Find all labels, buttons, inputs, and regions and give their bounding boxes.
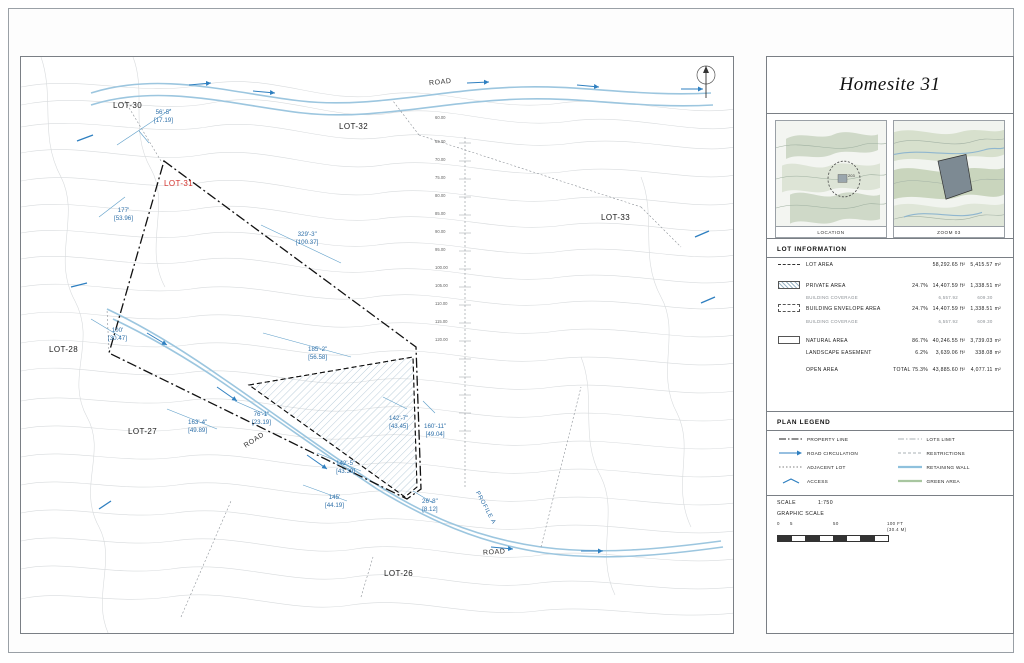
- envelope-building-coverage-label: BUILDING COVERAGE: [806, 318, 858, 324]
- legend-row: [777, 461, 1003, 474]
- road-circulation-label: ROAD CIRCULATION: [807, 451, 859, 456]
- landscape-easement-label: LANDSCAPE EASEMENT: [806, 350, 872, 357]
- lot-information-table: [767, 258, 1013, 383]
- key-maps: [767, 114, 1013, 239]
- open-area-m2: 4,077.11: [970, 366, 993, 373]
- lot-information-heading: LOT INFORMATION: [777, 246, 847, 253]
- green-area-label: GREEN AREA: [926, 479, 960, 484]
- table-row: [777, 365, 1003, 375]
- natural-area-m2-unit: m²: [994, 338, 1002, 345]
- road-label-south: ROAD: [482, 548, 506, 557]
- scale-value: 1:750: [818, 500, 833, 506]
- natural-area-m2: 3,739.03: [970, 338, 993, 345]
- natural-area-label: NATURAL AREA: [806, 338, 848, 345]
- envelope-area-symbol: [777, 302, 805, 316]
- lot-area-m2: 5,415.57: [970, 262, 993, 269]
- restrictions-symbol: [896, 446, 924, 461]
- dashdot-line-icon: [779, 436, 803, 442]
- zoom-map-graphic: [894, 121, 1004, 237]
- site-plan-panel[interactable]: [20, 56, 734, 634]
- legend-row: [777, 433, 1003, 446]
- lot-area-sf: 58,292.65: [932, 262, 958, 269]
- graphic-scale-bar: [777, 535, 889, 542]
- private-building-coverage-sf: 6,557.92: [938, 294, 958, 300]
- title-block: [766, 56, 1014, 634]
- lot-area-sf-unit: ft²: [960, 262, 966, 269]
- profile-a-label: PROFILE A: [474, 490, 497, 526]
- table-row: [777, 260, 1003, 270]
- dimension-6: 163'-4" [49.89]: [188, 419, 208, 434]
- location-map-marker: 203: [848, 173, 855, 178]
- graphic-scale-tick-2: 50: [833, 521, 839, 526]
- lot-label-32: LOT-32: [339, 122, 369, 131]
- open-area-sf: 43,885.60: [932, 366, 958, 373]
- location-map-caption: LOCATION: [776, 226, 886, 238]
- site-plan-drawing: [21, 57, 734, 634]
- dimension-5: 185'-2" [56.58]: [308, 346, 328, 361]
- lots-limit-label: LOTS LIMIT: [926, 437, 955, 442]
- table-row-sub: [777, 293, 1003, 302]
- station-label-1: 65.00: [435, 139, 446, 144]
- private-area-sf: 14,407.59: [932, 282, 958, 289]
- legend-row: [777, 474, 1003, 489]
- dimension-8: 142'-7" [43.45]: [389, 415, 409, 430]
- station-label-6: 90.00: [435, 229, 446, 234]
- envelope-area-m2: 1,338.51: [970, 306, 993, 313]
- lots-limit-symbol: [896, 433, 924, 446]
- road-label-north: ROAD: [428, 77, 452, 88]
- station-label-9: 105.00: [435, 283, 448, 288]
- landscape-easement-sf: 3,639.06: [935, 350, 958, 357]
- dimension-9: 160'-11" [49.04]: [424, 423, 447, 438]
- location-key-map[interactable]: [775, 120, 887, 238]
- adjacent-lot-label: ADJACENT LOT: [807, 465, 846, 470]
- dimension-7: 76'-1" [23.19]: [252, 411, 271, 426]
- plan-legend-heading: PLAN LEGEND: [777, 419, 831, 426]
- access-symbol: [777, 474, 805, 489]
- access-chevron-icon: [779, 477, 803, 485]
- landscape-easement-sf-unit: ft²: [960, 350, 966, 357]
- lot-area-symbol: [777, 260, 805, 270]
- envelope-building-coverage-m2: 609.30: [977, 318, 993, 324]
- dimension-10: 142'-5" [43.39]: [336, 460, 356, 475]
- plan-legend-table: [767, 431, 1013, 495]
- zoom-map-caption: ZOOM 03: [894, 226, 1004, 238]
- dimension-1: 56'-5" [17.19]: [154, 109, 173, 124]
- open-area-pct: TOTAL 75.3%: [893, 366, 929, 373]
- station-label-2: 70.00: [435, 157, 446, 162]
- green-area-symbol: [896, 474, 924, 489]
- station-label-11: 115.00: [435, 319, 448, 324]
- envelope-area-label: BUILDING ENVELOPE AREA: [806, 306, 881, 313]
- private-area-symbol: [777, 278, 805, 292]
- private-area-pct: 24.7%: [912, 282, 929, 289]
- graphic-scale: [777, 521, 1003, 542]
- open-area-label: OPEN AREA: [806, 366, 839, 373]
- table-row: [777, 348, 1003, 358]
- open-area-sf-unit: ft²: [960, 366, 966, 373]
- private-area-m2: 1,338.51: [970, 282, 993, 289]
- thick-blue-line-icon: [898, 464, 922, 470]
- dimension-4: 100' [30.47]: [108, 327, 127, 342]
- open-area-m2-unit: m²: [994, 366, 1002, 373]
- dimension-11: 145' [44.19]: [325, 494, 344, 509]
- private-area-m2-unit: m²: [994, 282, 1002, 289]
- graphic-scale-end-metric: (30.4 M): [887, 527, 907, 532]
- restrictions-label: RESTRICTIONS: [926, 451, 965, 456]
- lot-area-m2-unit: m²: [994, 262, 1002, 269]
- lot-label-26: LOT-26: [384, 569, 414, 578]
- lot-area-pct: [889, 260, 929, 270]
- station-label-0: 60.00: [435, 115, 446, 120]
- lot-label-30: LOT-30: [113, 101, 143, 110]
- private-building-coverage-m2: 609.30: [977, 294, 993, 300]
- private-building-coverage-label: BUILDING COVERAGE: [806, 294, 858, 300]
- table-row-sub: [777, 317, 1003, 326]
- property-line-label: PROPERTY LINE: [807, 437, 849, 442]
- road-circulation-symbol: [777, 446, 805, 461]
- dimension-12: 26'-8" [8.12]: [422, 498, 438, 513]
- station-label-12: 120.00: [435, 337, 448, 342]
- adjacent-lot-symbol: [777, 461, 805, 474]
- lot-label-27: LOT-27: [128, 427, 158, 436]
- envelope-area-pct: 24.7%: [912, 306, 929, 313]
- landscape-easement-m2-unit: m²: [994, 350, 1002, 357]
- dimension-2: 177' [53.96]: [114, 207, 133, 222]
- landscape-easement-pct: 6.2%: [915, 350, 929, 357]
- green-line-icon: [898, 478, 922, 484]
- legend-row: [777, 446, 1003, 461]
- station-label-10: 110.00: [435, 301, 448, 306]
- retaining-wall-label: RETAINING WALL: [926, 465, 970, 470]
- station-label-4: 80.00: [435, 193, 446, 198]
- lot-area-label: LOT AREA: [806, 262, 834, 269]
- station-label-3: 75.00: [435, 175, 446, 180]
- scale-block: [767, 496, 1013, 550]
- station-label-8: 100.00: [435, 265, 448, 270]
- table-row: [777, 334, 1003, 348]
- table-row: [777, 302, 1003, 316]
- envelope-area-m2-unit: m²: [994, 306, 1002, 313]
- envelope-building-coverage-sf: 6,557.92: [938, 318, 958, 324]
- access-label: ACCESS: [807, 479, 829, 484]
- landscape-easement-m2: 338.08: [975, 350, 993, 357]
- property-line-symbol: [777, 433, 805, 446]
- dashdot-light-line-icon: [898, 436, 922, 442]
- road-label-west: ROAD: [242, 431, 266, 450]
- retaining-wall-symbol: [896, 461, 924, 474]
- graphic-scale-tick-1: 5: [790, 521, 793, 526]
- table-row: [777, 278, 1003, 292]
- graphic-scale-label: GRAPHIC SCALE: [777, 511, 825, 517]
- arrow-icon: [779, 449, 803, 457]
- private-area-sf-unit: ft²: [960, 282, 966, 289]
- north-arrow-icon: [693, 65, 719, 99]
- station-label-7: 95.00: [435, 247, 446, 252]
- station-label-5: 85.00: [435, 211, 446, 216]
- dash-light-line-icon: [898, 450, 922, 456]
- dotted-line-icon: [779, 464, 803, 470]
- dimension-3: 329'-3" [100.37]: [296, 231, 319, 246]
- zoom-key-map[interactable]: [893, 120, 1005, 238]
- envelope-area-sf-unit: ft²: [960, 306, 966, 313]
- envelope-area-sf: 14,407.59: [932, 306, 958, 313]
- natural-area-symbol: [777, 334, 805, 348]
- natural-area-sf-unit: ft²: [960, 338, 966, 345]
- natural-area-pct: 86.7%: [912, 338, 929, 345]
- sheet-title: [767, 57, 1013, 114]
- natural-area-sf: 40,246.55: [932, 338, 958, 345]
- lot-label-28: LOT-28: [49, 345, 79, 354]
- sheet-title-text: Homesite 31: [839, 74, 941, 95]
- scale-label: SCALE: [777, 500, 797, 506]
- lot-label-33: LOT-33: [601, 213, 631, 222]
- graphic-scale-end: 100 FT: [887, 521, 904, 526]
- graphic-scale-tick-0: 0: [777, 521, 780, 526]
- private-area-label: PRIVATE AREA: [806, 282, 846, 289]
- lot-label-31-subject: LOT-31: [164, 179, 194, 188]
- location-map-graphic: [776, 121, 886, 237]
